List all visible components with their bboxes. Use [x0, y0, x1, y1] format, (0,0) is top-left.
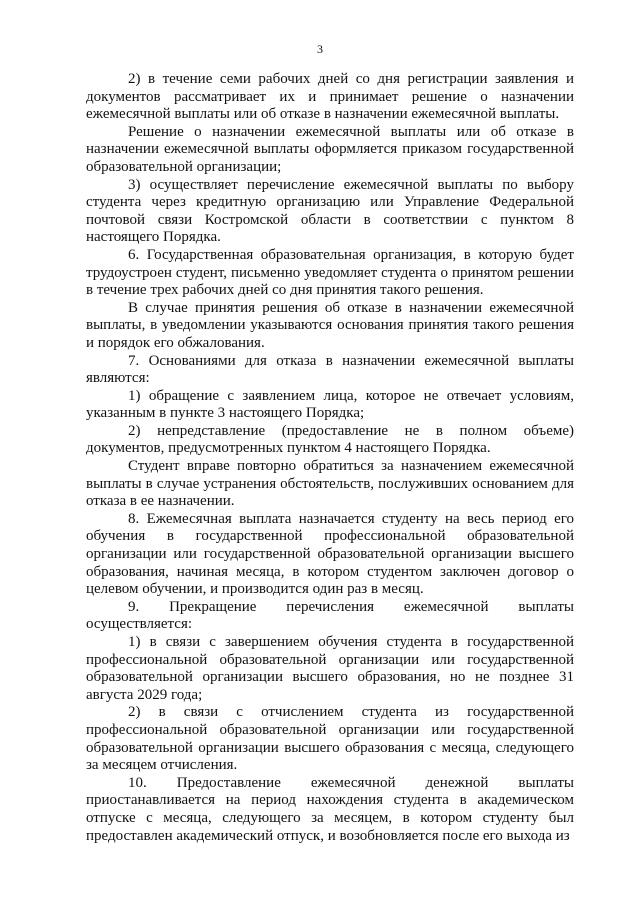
paragraph-9-1-graduation: 1) в связи с завершением обучения студента в государственной профессиональной образовательной организации или государственной образовательной организации высшего образования, но не позднее 31 августа 2029 года;: [86, 634, 574, 703]
paragraph-9-termination: 9. Прекращение перечисления ежемесячной выплаты осуществляется:: [86, 598, 574, 633]
paragraph-10-suspension: 10. Предоставление ежемесячной денежной выплаты приостанавливается на период нахождения студента в академическом отпуске с месяца, следующего за месяцем, в котором студенту был предоставлен академический отпуск, и возобновляется после его выхода из: [86, 774, 574, 844]
paragraph-8-payment-period: 8. Ежемесячная выплата назначается студенту на весь период его обучения в государственной профессиональной образовательной организации или государственной образовательной организации высшего образования, начиная месяца, в котором студентом заключен договор о целевом обучении, и производится один раз в месяц.: [86, 510, 574, 598]
paragraph-6-notification: 6. Государственная образовательная организация, в которую будет трудоустроен студент, письменно уведомляет студента о принятом решении в течение трех рабочих дней со дня принятия такого решения.: [86, 246, 574, 299]
paragraph-7-2-documents: 2) непредставление (предоставление не в полном объеме) документов, предусмотренных пунктом 4 настоящего Порядка.: [86, 422, 574, 457]
paragraph-7-refusal-grounds: 7. Основаниями для отказа в назначении ежемесячной выплаты являются:: [86, 352, 574, 387]
paragraph-refusal-notice: В случае принятия решения об отказе в назначении ежемесячной выплаты, в уведомлении указываются основания принятия такого решения и порядок его обжалования.: [86, 299, 574, 351]
paragraph-7-1-eligibility: 1) обращение с заявлением лица, которое не отвечает условиям, указанным в пункте 3 настоящего Порядка;: [86, 387, 574, 422]
document-body: [86, 71, 574, 845]
paragraph-decision-order: Решение о назначении ежемесячной выплаты или об отказе в назначении ежемесячной выплаты оформляется приказом государственной образовательной организации;: [86, 123, 574, 175]
page-number: 3: [317, 42, 323, 56]
paragraph-reapply: Студент вправе повторно обратиться за назначением ежемесячной выплаты в случае устранения обстоятельств, послуживших основанием для отказа в ее назначении.: [86, 458, 574, 510]
paragraph-2-review-period: 2) в течение семи рабочих дней со дня регистрации заявления и документов рассматривает их и принимает решение о назначении ежемесячной выплаты или об отказе в назначении ежемесячной выплаты.: [86, 71, 574, 123]
paragraph-3-transfer: 3) осуществляет перечисление ежемесячной выплаты по выбору студента через кредитную организацию или Управление Федеральной почтовой связи Костромской области в соответствии с пунктом 8 настоящего Порядка.: [86, 176, 574, 246]
paragraph-9-2-expulsion: 2) в связи с отчислением студента из государственной профессиональной образовательной организации или государственной образовательной организации высшего образования с месяца, следующего за месяцем отчисления.: [86, 704, 574, 774]
